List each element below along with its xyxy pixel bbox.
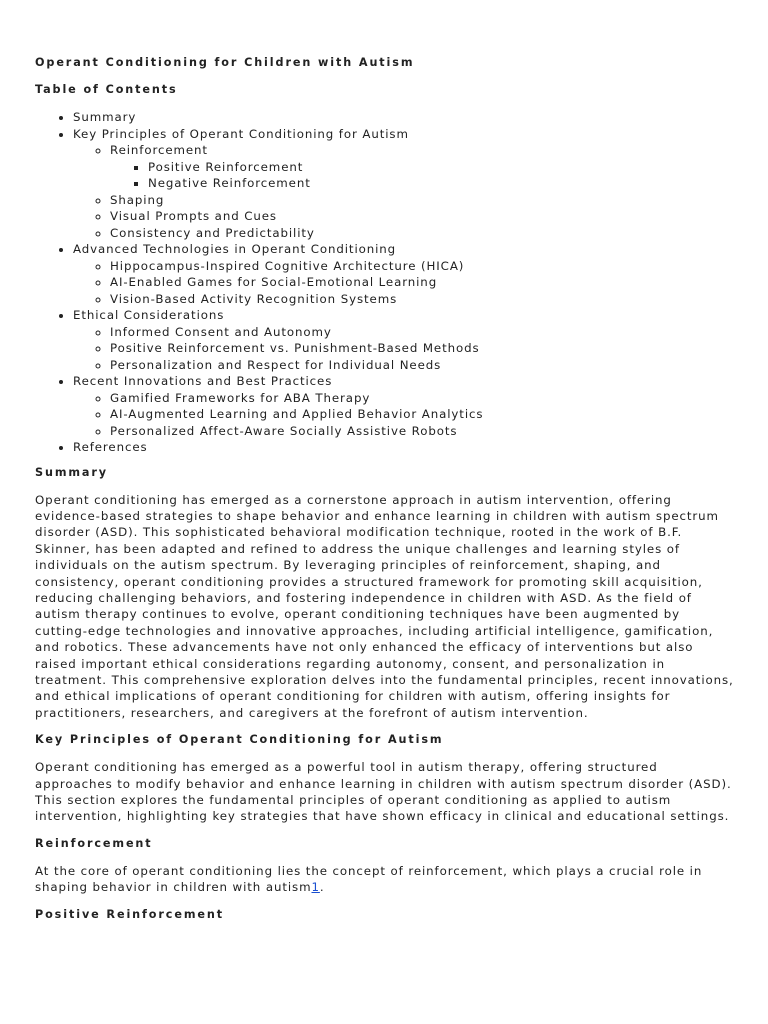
toc-item-ethical-considerations[interactable] bbox=[73, 307, 736, 373]
toc-item-informed-consent[interactable]: ◦ Informed Consent and Autonomy bbox=[110, 324, 736, 341]
toc-sublist bbox=[73, 258, 736, 308]
toc-item-key-principles[interactable] bbox=[73, 126, 736, 242]
reinforcement-paragraph bbox=[35, 863, 736, 896]
toc-item-negative-reinforcement[interactable]: ▪ Negative Reinforcement bbox=[148, 175, 736, 192]
key-principles-paragraph: Operant conditioning has emerged as a powerful tool in autism therapy, offering structured approaches to modify behavior and enhance learning in children with autism spectrum disorder (ASD). This section explores the fundamental principles of operant conditioning as applied to autism intervention, highlighting key strategies that have shown efficacy in clinical and educational settings. bbox=[35, 760, 732, 824]
document-title: Operant Conditioning for Children with Autism bbox=[35, 56, 415, 69]
sentence-end: . bbox=[319, 880, 325, 895]
toc-item-gamified-frameworks[interactable]: ◦ Gamified Frameworks for ABA Therapy bbox=[110, 390, 736, 407]
toc-item-summary[interactable]: • Summary bbox=[73, 109, 736, 126]
toc-item-hica[interactable]: ◦ Hippocampus-Inspired Cognitive Architecture (HICA) bbox=[110, 258, 736, 275]
toc-item-vision-systems[interactable]: ◦ Vision-Based Activity Recognition Systems bbox=[110, 291, 736, 308]
toc-item-label[interactable]: Key Principles of Operant Conditioning for Autism bbox=[73, 126, 409, 141]
toc-heading: Table of Contents bbox=[35, 83, 178, 96]
summary-paragraph: Operant conditioning has emerged as a cornerstone approach in autism intervention, offering evidence-based strategies to shape behavior and enhance learning in children with autism spectrum disorder (ASD). This sophisticated behavioral modification technique, rooted in the work of B.F. Skinner, has been adapted and refined to address the unique challenges and learning styles of individuals on the autism spectrum. By leveraging principles of reinforcement, shaping, and consistency, operant conditioning provides a structured framework for promoting skill acquisition, reducing challenging behaviors, and fostering independence in children with ASD. As the field of autism therapy continues to evolve, operant conditioning techniques have been augmented by cutting-edge technologies and innovative approaches, including artificial intelligence, gamification, and robotics. These advancements have not only enhanced the efficacy of interventions but also raised important ethical considerations regarding autonomy, consent, and personalization in treatment. This comprehensive exploration delves into the fundamental principles, recent innovations, and ethical implications of operant conditioning for children with autism, offering insights for practitioners, researchers, and caregivers at the forefront of autism intervention. bbox=[35, 492, 734, 720]
reinforcement-heading: Reinforcement bbox=[35, 836, 153, 850]
toc-item-assistive-robots[interactable]: ◦ Personalized Affect-Aware Socially Assistive Robots bbox=[110, 423, 736, 440]
toc-item-visual-prompts[interactable]: ◦ Visual Prompts and Cues bbox=[110, 208, 736, 225]
toc-item-shaping[interactable]: ◦ Shaping bbox=[110, 192, 736, 209]
toc-sublist bbox=[73, 142, 736, 241]
toc-item-label[interactable]: Advanced Technologies in Operant Conditioning bbox=[73, 242, 397, 256]
citation-link[interactable]: 1 bbox=[311, 880, 320, 895]
positive-reinforcement-heading: Positive Reinforcement bbox=[35, 907, 224, 921]
toc-item-label[interactable]: Recent Innovations and Best Practices bbox=[73, 374, 333, 388]
toc-sublist bbox=[73, 324, 736, 374]
key-principles-heading: Key Principles of Operant Conditioning for Autism bbox=[35, 733, 444, 747]
toc-item-personalization[interactable]: ◦ Personalization and Respect for Individual Needs bbox=[110, 357, 736, 374]
toc-item-recent-innovations[interactable] bbox=[73, 373, 736, 439]
toc-item-positive-vs-punishment[interactable]: ◦ Positive Reinforcement vs. Punishment-Based Methods bbox=[110, 340, 736, 357]
toc-item-references[interactable]: • References bbox=[73, 439, 736, 456]
reinforcement-text: At the core of operant conditioning lies the concept of reinforcement, which plays a crucial role in shaping behavior in children with autism bbox=[35, 863, 703, 895]
toc-item-ai-games[interactable]: ◦ AI-Enabled Games for Social-Emotional Learning bbox=[110, 274, 736, 291]
summary-heading: Summary bbox=[35, 465, 108, 479]
toc-item-label[interactable]: Ethical Considerations bbox=[73, 308, 225, 322]
toc-item-consistency[interactable]: ◦ Consistency and Predictability bbox=[110, 225, 736, 242]
toc-item-ai-augmented[interactable]: ◦ AI-Augmented Learning and Applied Behavior Analytics bbox=[110, 406, 736, 423]
toc-item-label[interactable]: Reinforcement bbox=[110, 143, 208, 157]
toc-sublist bbox=[110, 159, 736, 192]
toc-item-positive-reinforcement[interactable]: ▪ Positive Reinforcement bbox=[148, 159, 736, 176]
toc-item-advanced-technologies[interactable] bbox=[73, 241, 736, 307]
toc-sublist bbox=[73, 390, 736, 440]
table-of-contents bbox=[35, 109, 736, 456]
toc-item-reinforcement[interactable] bbox=[110, 142, 736, 192]
